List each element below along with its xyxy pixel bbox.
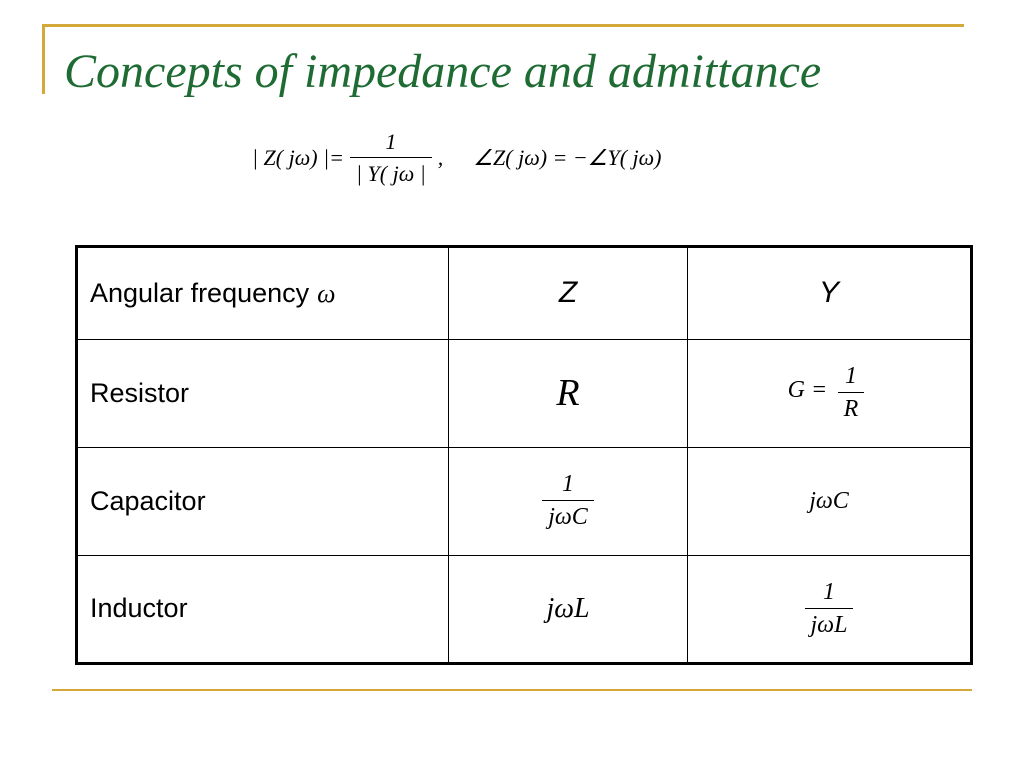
header-y: Y [818,276,839,310]
header-z: Z [558,276,578,310]
frame-accent-bottom [52,689,972,691]
magnitude-phase-formula [252,118,662,198]
table-header-row [77,247,972,340]
formula-denominator: | Y( jω | [350,157,432,187]
resistor-admittance-fraction [838,363,865,423]
inductor-impedance: jωL [546,592,590,624]
resistor-admittance-numerator: 1 [844,363,857,390]
slide-title: Concepts of impedance and admittance [64,45,822,98]
formula-lhs: | Z( jω) |= [252,145,344,170]
header-label-cell [77,247,449,340]
formula-numerator: 1 [385,129,397,154]
formula-fraction [350,129,432,187]
inductor-admittance-cell [688,555,972,663]
capacitor-impedance-fraction [542,471,594,531]
capacitor-impedance-denominator: jωC [542,500,594,531]
formula-separator: , [437,145,444,170]
inductor-admittance-fraction [805,579,854,639]
table-row-capacitor [77,447,972,555]
inductor-admittance-denominator: jωL [805,608,854,639]
resistor-impedance: R [556,372,580,415]
header-z-cell [449,247,688,340]
table-row-inductor [77,555,972,663]
row-label-resistor: Resistor [77,339,449,447]
frame-accent-top [42,24,964,27]
resistor-impedance-cell [449,339,688,447]
resistor-admittance-denominator: R [838,392,865,423]
formula-phase-relation: ∠Z( jω) = −∠Y( jω) [473,145,662,170]
impedance-admittance-table [75,245,973,665]
header-label: Angular frequency [90,277,310,308]
capacitor-admittance-cell [688,447,972,555]
capacitor-impedance-cell [449,447,688,555]
capacitor-impedance-numerator: 1 [562,471,574,498]
table-row-resistor [77,339,972,447]
resistor-admittance-cell [688,339,972,447]
frame-accent-left [42,24,45,94]
header-y-cell [688,247,972,340]
row-label-inductor: Inductor [77,555,449,663]
inductor-admittance-numerator: 1 [823,578,835,605]
row-label-capacitor: Capacitor [77,447,449,555]
inductor-impedance-cell [449,555,688,663]
resistor-admittance-prefix: G = [787,377,828,404]
omega-symbol: ω [317,278,336,308]
capacitor-admittance: jωC [809,487,849,514]
